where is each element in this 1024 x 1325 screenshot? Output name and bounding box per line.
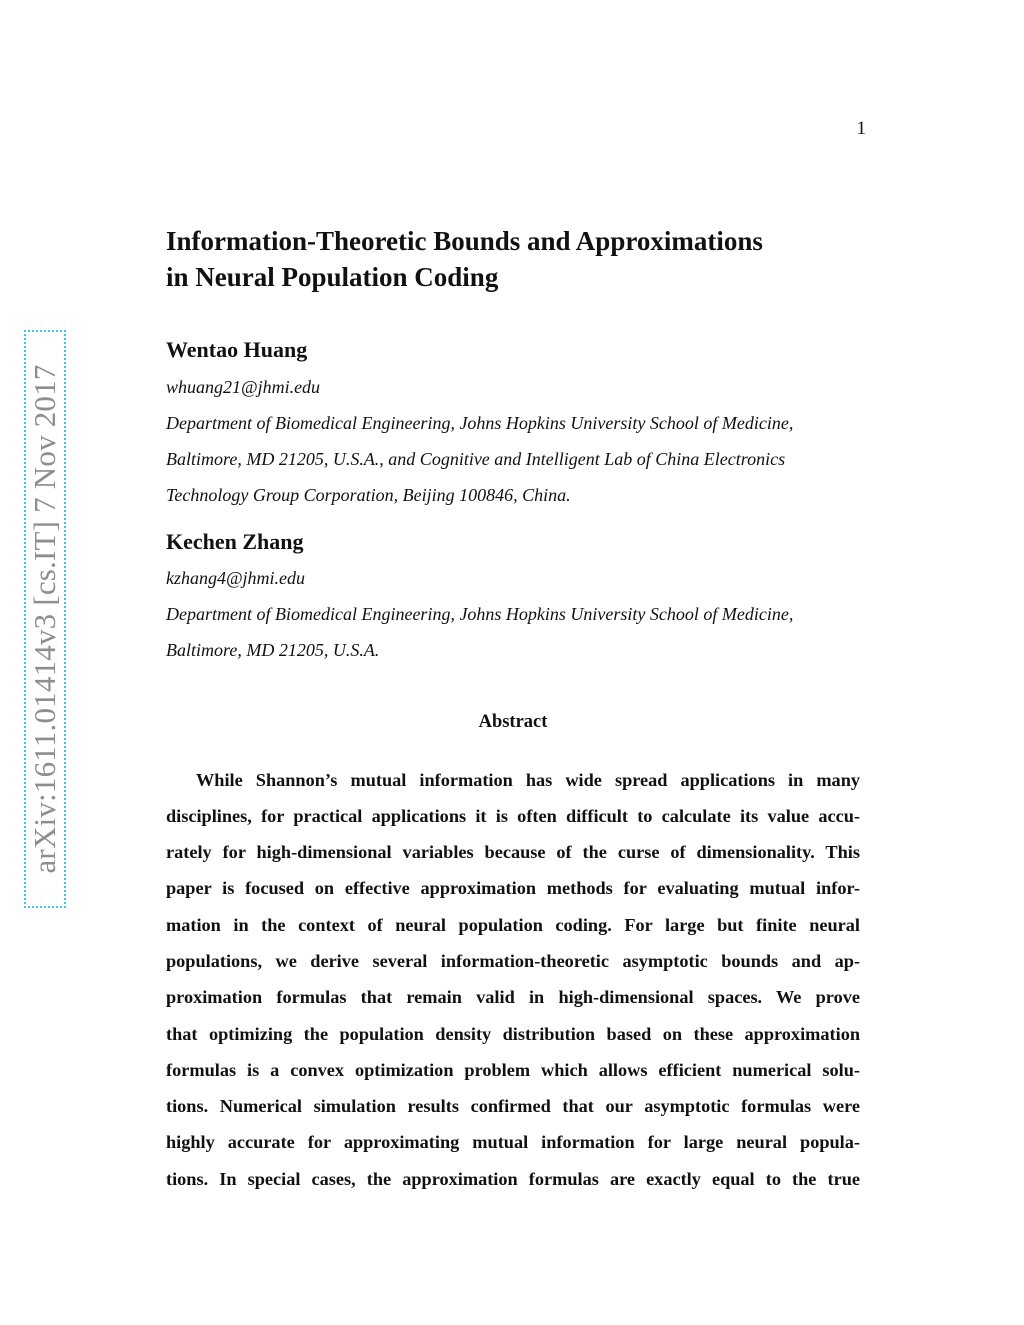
abstract-line: rately for high-dimensional variables because of the curse of dimensionality. This	[166, 842, 860, 862]
abstract-heading: Abstract	[478, 712, 548, 732]
abstract-line: disciplines, for practical applications it is often difficult to calculate its value accu-	[166, 806, 860, 826]
abstract-line: paper is focused on effective approximation methods for evaluating mutual infor-	[166, 878, 860, 898]
author-email[interactable]: kzhang4@jhmi.edu	[166, 568, 306, 588]
abstract-line: While Shannon’s mutual information has wide spread applications in many	[196, 770, 860, 790]
page-number: 1	[856, 118, 866, 139]
abstract-line: tions. Numerical simulation results confirmed that our asymptotic formulas were	[166, 1096, 860, 1116]
paper-title	[166, 223, 866, 295]
abstract-line: highly accurate for approximating mutual information for large neural popula-	[166, 1132, 860, 1152]
affiliation-line: Baltimore, MD 21205, U.S.A., and Cognitive and Intelligent Lab of China Electronics	[166, 449, 786, 469]
affiliation-line: Department of Biomedical Engineering, Johns Hopkins University School of Medicine,	[166, 604, 794, 624]
affiliation-line: Baltimore, MD 21205, U.S.A.	[166, 640, 380, 660]
author-name: Wentao Huang	[166, 337, 308, 362]
affiliation-line: Department of Biomedical Engineering, Johns Hopkins University School of Medicine,	[166, 413, 794, 433]
abstract-line: tions. In special cases, the approximation formulas are exactly equal to the true	[166, 1169, 860, 1189]
abstract-line: populations, we derive several information-theoretic asymptotic bounds and ap-	[166, 951, 860, 971]
arxiv-identifier-stamp	[24, 330, 66, 908]
arxiv-identifier-text: arXiv:1611.01414v3 [cs.IT] 7 Nov 2017	[27, 364, 62, 874]
abstract-line: formulas is a convex optimization problem which allows efficient numerical solu-	[166, 1060, 860, 1080]
abstract-line: proximation formulas that remain valid in high-dimensional spaces. We prove	[166, 987, 860, 1007]
abstract-line: mation in the context of neural population coding. For large but finite neural	[166, 915, 860, 935]
abstract-line: that optimizing the population density distribution based on these approximation	[166, 1024, 860, 1044]
author-email[interactable]: whuang21@jhmi.edu	[166, 377, 321, 397]
affiliation-line: Technology Group Corporation, Beijing 100846, China.	[166, 485, 571, 505]
title-line: in Neural Population Coding	[166, 262, 499, 292]
author-name: Kechen Zhang	[166, 529, 304, 554]
title-line: Information-Theoretic Bounds and Approximations	[166, 226, 763, 256]
